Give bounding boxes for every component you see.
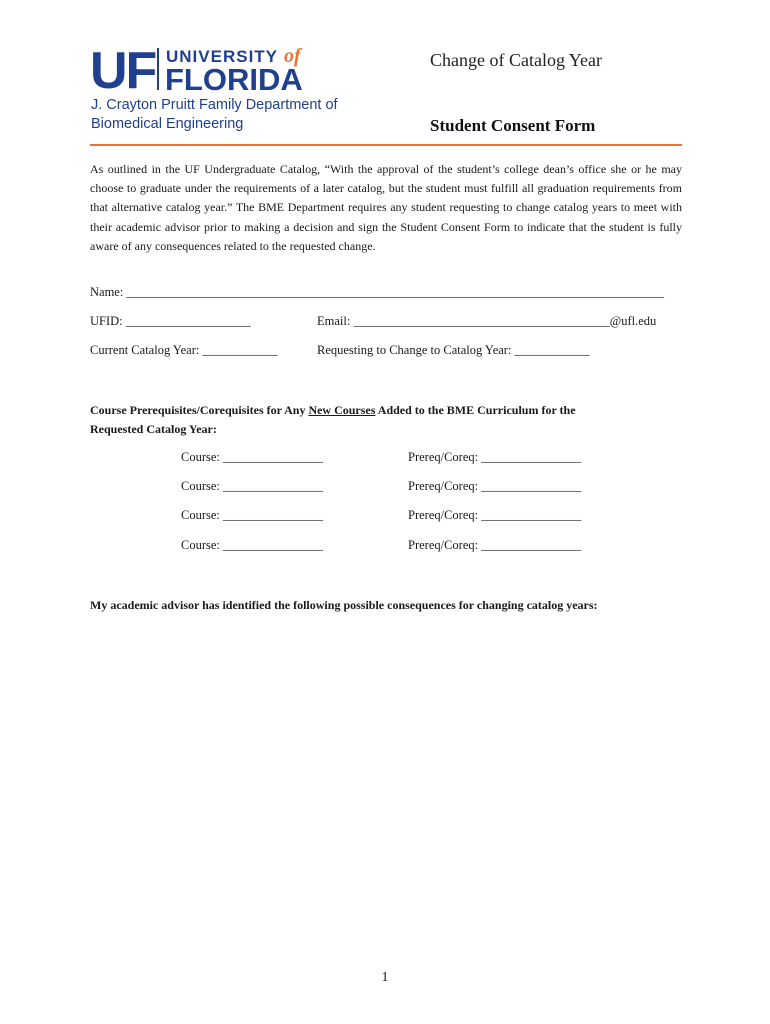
email-field[interactable]: Email: _________________________________________@ufl.edu <box>317 314 657 328</box>
prereq-heading-line-1 <box>90 401 690 420</box>
logo-florida: FLORIDA <box>165 62 303 94</box>
course-field[interactable]: Course: ________________ <box>181 450 324 464</box>
document-title: Change of Catalog Year <box>430 50 602 70</box>
prereq-heading-underlined: New Courses <box>308 403 376 417</box>
prereq-heading-line-2: Requested Catalog Year: <box>90 422 217 436</box>
current-catalog-year-field[interactable]: Current Catalog Year: ____________ <box>90 343 278 357</box>
requesting-catalog-year-field[interactable]: Requesting to Change to Catalog Year: ____________ <box>317 343 590 357</box>
prereq-coreq-field[interactable]: Prereq/Coreq: ________________ <box>408 538 582 552</box>
ufid-field[interactable]: UFID: ____________________ <box>90 314 251 328</box>
name-field[interactable]: Name: ______________________________________________________________________________________ <box>90 285 664 299</box>
header-divider <box>90 144 682 146</box>
course-field[interactable]: Course: ________________ <box>181 538 324 552</box>
department-name <box>91 96 338 134</box>
form-title: Student Consent Form <box>430 116 596 135</box>
department-line-1: J. Crayton Pruitt Family Department of <box>91 97 338 113</box>
page-number: 1 <box>381 970 389 985</box>
prereq-coreq-field[interactable]: Prereq/Coreq: ________________ <box>408 479 582 493</box>
intro-paragraph: As outlined in the UF Undergraduate Catalog, “With the approval of the student’s college dean’s office she or he may choose to graduate under the requirements of a later catalog, but the student must fulfill all graduation requirements from that alternative catalog year.” The BME Department requires any student requesting to change catalog years to meet with their academic advisor prior to making a decision and sign the Student Consent Form to indicate that the student is fully aware of any consequences related to the requested change. <box>90 162 682 253</box>
logo-university: UNIVERSITY <box>166 47 279 66</box>
logo-of: of <box>284 45 301 67</box>
prereq-section-heading <box>90 401 690 439</box>
prereq-coreq-field[interactable]: Prereq/Coreq: ________________ <box>408 450 582 464</box>
logo-uf-letters: UF <box>90 44 156 94</box>
consequences-heading: My academic advisor has identified the following possible consequences for changing catalog years: <box>90 598 598 612</box>
prereq-heading-pre: Course Prerequisites/Corequisites for Any <box>90 403 309 417</box>
course-field[interactable]: Course: ________________ <box>181 508 324 522</box>
prereq-coreq-field[interactable]: Prereq/Coreq: ________________ <box>408 508 582 522</box>
course-field[interactable]: Course: ________________ <box>181 479 324 493</box>
department-line-2: Biomedical Engineering <box>91 116 244 132</box>
prereq-heading-post: Added to the BME Curriculum for the <box>375 403 576 417</box>
